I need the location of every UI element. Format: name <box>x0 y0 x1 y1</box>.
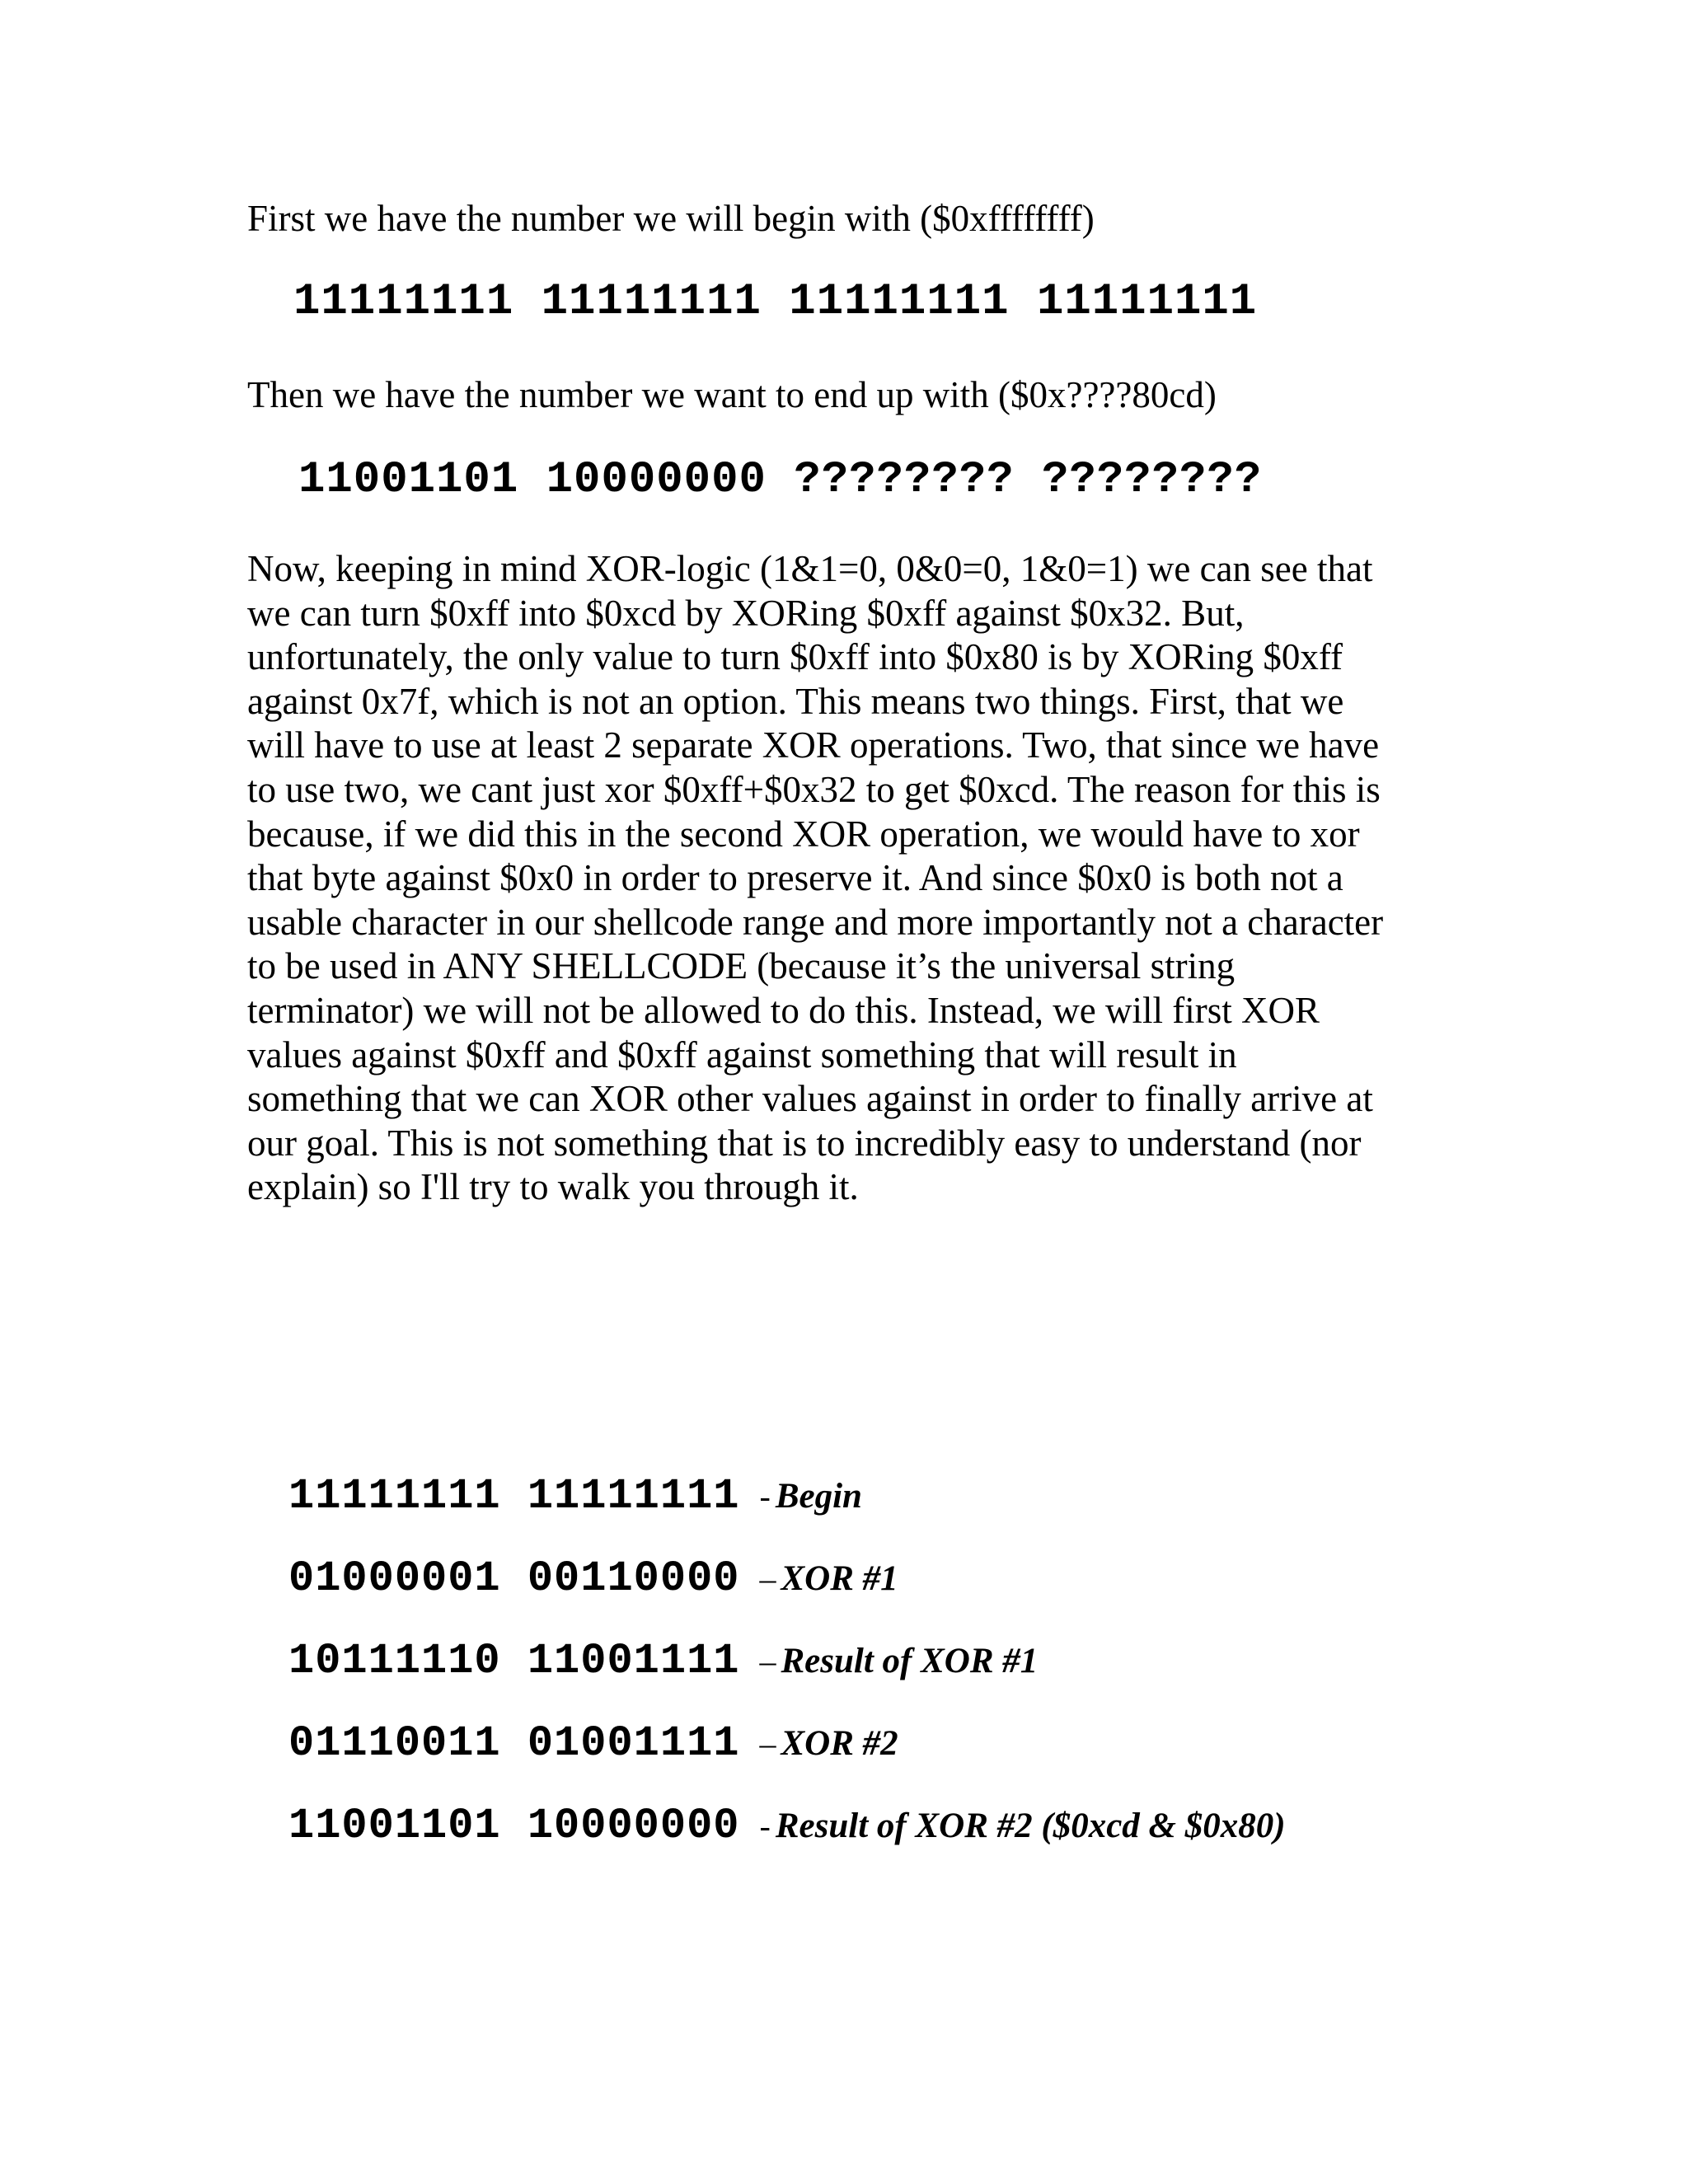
paragraph-line: values against $0xff and $0xff against something that will result in <box>247 1033 1237 1076</box>
xor-row-label: XOR #1 <box>781 1559 898 1598</box>
xor-row-label: Result of XOR #2 ($0xcd & $0x80) <box>775 1807 1286 1845</box>
xor-row-dash: – <box>759 1560 776 1597</box>
end-number-binary: 11001101 10000000 ???????? ???????? <box>298 455 1263 505</box>
paragraph-line: explain) so I'll try to walk you through it. <box>247 1166 859 1208</box>
paragraph-line: terminator) we will not be allowed to do this. Instead, we will first XOR <box>247 989 1320 1031</box>
paragraph-line: our goal. This is not something that is to incredibly easy to understand (nor <box>247 1122 1362 1164</box>
xor-explanation-paragraph <box>247 547 1484 1210</box>
paragraph-line: to be used in ANY SHELLCODE (because it’s the universal string <box>247 945 1236 987</box>
xor-row-label: XOR #2 <box>781 1724 898 1763</box>
xor-row-dash: – <box>759 1725 776 1762</box>
xor-row-bits: 01110011 01001111 <box>288 1719 740 1768</box>
xor-row-result-2 <box>288 1802 1286 1859</box>
xor-row-xor-1 <box>288 1554 898 1612</box>
paragraph-line: unfortunately, the only value to turn $0xff into $0x80 is by XORing $0xff <box>247 636 1343 678</box>
xor-row-bits: 11001101 10000000 <box>288 1802 740 1850</box>
paragraph-line: that byte against $0x0 in order to preserve it. And since $0x0 is both not a <box>247 857 1343 899</box>
xor-row-result-1 <box>288 1637 1038 1694</box>
paragraph-line: something that we can XOR other values against in order to finally arrive at <box>247 1078 1373 1120</box>
paragraph-line: because, if we did this in the second XOR operation, we would have to xor <box>247 813 1360 855</box>
paragraph-line: Now, keeping in mind XOR-logic (1&1=0, 0&0=0, 1&0=1) we can see that <box>247 548 1373 589</box>
xor-row-dash: - <box>759 1478 771 1515</box>
paragraph-line: will have to use at least 2 separate XOR operations. Two, that since we have <box>247 724 1380 766</box>
xor-row-dash: – <box>759 1643 776 1680</box>
xor-row-bits: 10111110 11001111 <box>288 1637 740 1685</box>
xor-row-begin <box>288 1472 862 1530</box>
paragraph-line: we can turn $0xff into $0xcd by XORing $0xff against $0x32. But, <box>247 592 1245 634</box>
xor-row-xor-2 <box>288 1719 898 1777</box>
xor-row-label: Result of XOR #1 <box>781 1642 1039 1680</box>
paragraph-line: against 0x7f, which is not an option. This means two things. First, that we <box>247 680 1344 722</box>
begin-number-sentence: First we have the number we will begin with ($0xffffffff) <box>247 198 1095 239</box>
end-number-sentence: Then we have the number we want to end up with ($0x????80cd) <box>247 374 1217 415</box>
xor-row-dash: - <box>759 1807 771 1844</box>
paragraph-line: to use two, we cant just xor $0xff+$0x32 to get $0xcd. The reason for this is <box>247 768 1381 810</box>
begin-number-binary: 11111111 11111111 11111111 11111111 <box>293 277 1258 327</box>
xor-row-bits: 01000001 00110000 <box>288 1554 740 1603</box>
xor-row-label: Begin <box>775 1477 862 1516</box>
paragraph-line: usable character in our shellcode range and more importantly not a character <box>247 901 1384 943</box>
xor-row-bits: 11111111 11111111 <box>288 1472 740 1521</box>
